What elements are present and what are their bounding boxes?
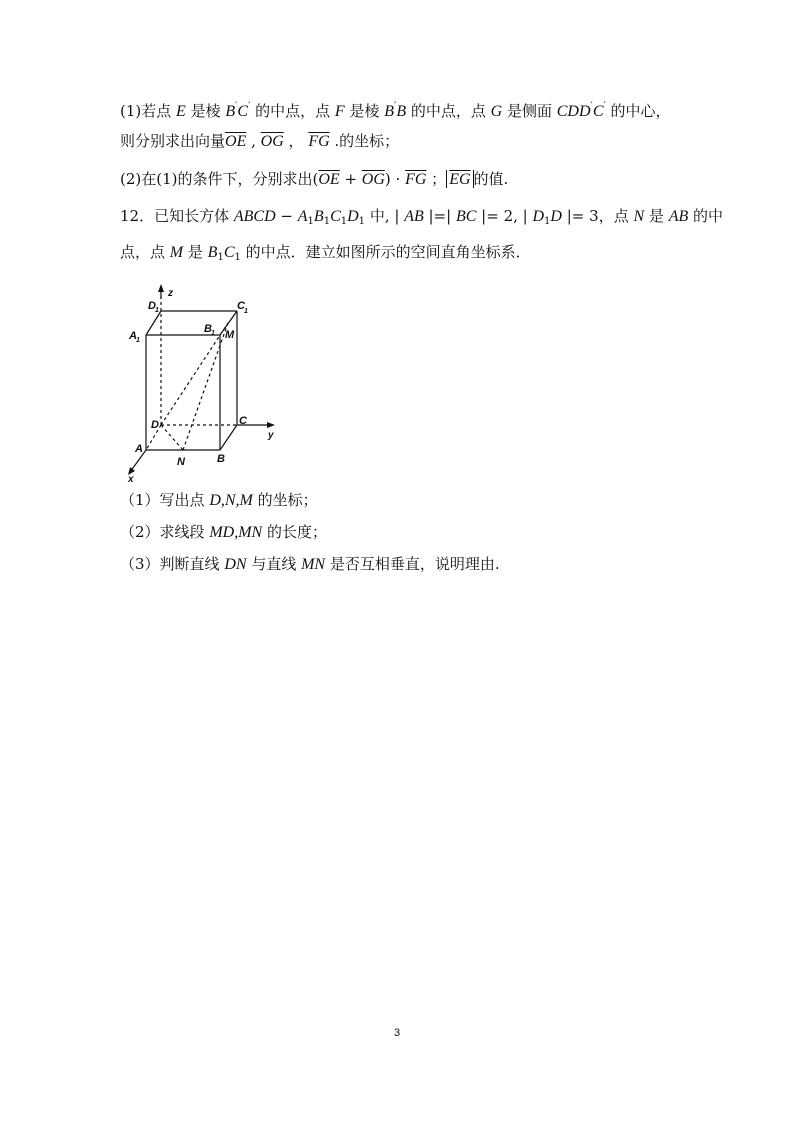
text: 是否互相垂直，说明理由. <box>325 555 500 573</box>
text: 是 <box>183 243 208 261</box>
q11-part1b-line <box>120 130 399 153</box>
paren: ( <box>312 170 319 188</box>
q12-line1 <box>120 205 723 233</box>
cuboid-figure <box>120 282 290 482</box>
text: 是棱 <box>344 102 385 120</box>
var-M: M <box>169 244 184 261</box>
abs-bar: | <box>394 207 405 225</box>
var-C: C <box>223 244 235 261</box>
label-N: N <box>177 456 185 468</box>
label-A1: A <box>129 330 137 342</box>
text: 则分别求出向量 <box>120 132 226 150</box>
text: 12．已知长方体 <box>120 207 234 225</box>
text: ， <box>283 132 309 150</box>
vector-OE: $\overline{OE}$ <box>225 133 247 150</box>
var-B: B <box>207 244 218 261</box>
text: 的中点．建立如图所示的空间直角坐标系． <box>240 243 531 261</box>
abs-bar: | <box>522 207 533 225</box>
label-z-axis: z <box>168 288 173 299</box>
label-B: B <box>217 453 225 465</box>
label-x-axis: x <box>128 474 134 482</box>
var-G: G <box>490 103 503 120</box>
var-ABCD: ABCD <box>233 208 276 225</box>
text: 是棱 <box>185 102 226 120</box>
subscript: 1 <box>217 252 224 263</box>
text: (2)在(1)的条件下，分别求出 <box>120 170 313 188</box>
var-CDD: CDD <box>556 103 591 120</box>
vector-OE: $\overline{OE}$ <box>318 171 340 188</box>
text: (1)若点 <box>120 102 177 120</box>
prime-mark: ′ <box>248 101 251 112</box>
q11-part2-line <box>120 168 508 191</box>
subscript: 1 <box>323 216 331 227</box>
var-D: D <box>550 208 562 225</box>
text: 的中心， <box>605 102 671 120</box>
text: ，点 <box>598 207 634 225</box>
var-D: D <box>347 208 359 225</box>
vector-EG: $\overline{EG}$ <box>449 171 471 188</box>
text: 的坐标； <box>252 491 318 509</box>
label-y-axis: y <box>268 430 274 441</box>
dot: · <box>390 170 406 188</box>
plus: + <box>339 170 362 188</box>
var-B: B <box>396 103 407 120</box>
text: （2）求线段 <box>120 523 210 541</box>
text: |= 2, <box>476 207 523 225</box>
text: 的中 <box>688 207 724 225</box>
q12-sub1 <box>120 489 318 512</box>
var-C: C <box>592 103 604 120</box>
text: 的中点，点 <box>406 102 491 120</box>
text: （1）写出点 <box>120 491 210 509</box>
var-D: D <box>532 208 545 225</box>
prime-mark: ′ <box>235 101 238 112</box>
paren: ) <box>384 170 391 188</box>
subscript: 1 <box>234 252 241 263</box>
text: 是 <box>644 207 669 225</box>
vector-OG: $\overline{OG}$ <box>361 171 385 188</box>
subscript: 1 <box>544 216 551 227</box>
q12-sub2 <box>120 521 327 544</box>
label-B1-sub: 1 <box>211 330 215 337</box>
subscript: 1 <box>340 216 348 227</box>
label-D: D <box>151 419 159 431</box>
text: .的坐标； <box>329 132 400 150</box>
text: |= 3 <box>561 207 599 225</box>
var-segments: MD,MN <box>209 524 263 541</box>
var-AB: AB <box>404 208 424 225</box>
text: 的值. <box>473 170 509 188</box>
label-C1-sub: 1 <box>244 308 248 315</box>
prime-mark: ′ <box>603 101 606 112</box>
var-B: B <box>384 103 395 120</box>
subscript: 1 <box>307 216 314 227</box>
text: 的中点，点 <box>250 102 335 120</box>
var-B: B <box>225 103 236 120</box>
var-N: N <box>633 208 645 225</box>
text: , <box>246 132 261 150</box>
var-F: F <box>334 103 345 120</box>
var-B: B <box>313 208 324 225</box>
text: 的长度； <box>262 523 327 541</box>
vector-OG: $\overline{OG}$ <box>260 133 284 150</box>
vector-FG: $\overline{FG}$ <box>405 171 427 188</box>
var-A: A <box>297 208 308 225</box>
label-D1-sub: 1 <box>155 307 159 314</box>
var-BC: BC <box>455 208 477 225</box>
label-A1-sub: 1 <box>136 337 140 344</box>
label-B1: B <box>204 323 212 335</box>
var-points: D,N,M <box>209 492 253 509</box>
label-C1: C <box>237 300 245 312</box>
var-DN: DN <box>224 556 247 573</box>
label-D1: D <box>148 300 156 312</box>
label-M: M <box>225 329 235 341</box>
text: 是侧面 <box>502 102 557 120</box>
text: ； <box>426 170 447 188</box>
text: 中, <box>365 207 395 225</box>
prime-mark: ′ <box>590 101 593 112</box>
subscript: 1 <box>358 216 366 227</box>
vector-FG: $\overline{FG}$ <box>308 133 330 150</box>
text: |=| <box>423 207 456 225</box>
var-AB: AB <box>668 208 689 225</box>
var-C: C <box>237 103 249 120</box>
q12-line2 <box>120 241 531 269</box>
text: 与直线 <box>246 555 302 573</box>
text: （3）判断直线 <box>120 555 225 573</box>
label-C: C <box>239 415 247 427</box>
text: 点，点 <box>120 243 170 261</box>
var-C: C <box>330 208 341 225</box>
label-A: A <box>135 443 143 455</box>
q11-part1-line <box>120 96 671 123</box>
var-MN: MN <box>301 556 326 573</box>
minus: − <box>275 207 298 225</box>
var-E: E <box>176 103 186 120</box>
page-number: 3 <box>393 1027 401 1039</box>
q12-sub3 <box>120 553 500 576</box>
prime-mark: ′ <box>394 101 397 112</box>
